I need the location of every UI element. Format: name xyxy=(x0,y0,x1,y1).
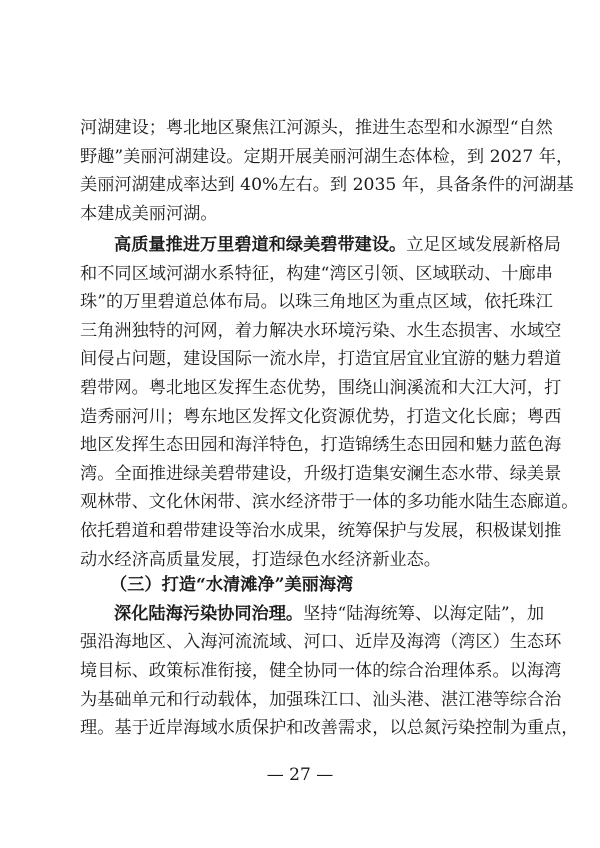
text-line: 强沿海地区、入海河流流域、河口、近岸及海湾（湾区）生态环 xyxy=(80,632,562,653)
text-line: 河湖建设；粤北地区聚焦江河源头，推进生态型和水源型“自然 xyxy=(80,118,553,138)
text-line: 三角洲独特的河网，着力解决水环境污染、水生态损害、水域空 xyxy=(80,320,562,341)
text-line: 野趣”美丽河湖建设。定期开展美丽河湖生态体检，到 2027 年， xyxy=(80,146,574,167)
paragraph-text: 坚持“陆海统筹、以海定陆”，加 xyxy=(303,603,545,624)
page-number: — 27 — xyxy=(266,765,334,785)
text-line: 依托碧道和碧带建设等治水成果，统筹保护与发展，积极谋划推 xyxy=(80,521,562,541)
paragraph-lead: 深化陆海污染协同治理。 xyxy=(114,603,304,624)
text-line: 本建成美丽河湖。 xyxy=(80,203,218,224)
text-line: 动水经济高质量发展，打造绿色水经济新业态。 xyxy=(80,549,441,570)
text-line xyxy=(114,230,561,260)
text-line: 为基础单元和行动载体，加强珠江口、汕头港、湛江港等综合治 xyxy=(80,689,562,710)
text-line: 境目标、政策标准衔接，健全协同一体的综合治理体系。以海湾 xyxy=(80,661,562,681)
paragraph-text: 立足区域发展新格局 xyxy=(406,235,561,255)
text-line: 地区发挥生态田园和海洋特色，打造锦绣生态田园和魅力蓝色海 xyxy=(80,435,562,456)
text-line: 和不同区域河湖水系特征，构建“湾区引领、区域联动、十廊串 xyxy=(80,263,553,284)
text-line: 珠”的万里碧道总体布局。以珠三角地区为重点区域，依托珠江 xyxy=(80,292,553,313)
text-line: 美丽河湖建成率达到 40%左右。到 2035 年，具备条件的河湖基 xyxy=(80,175,574,196)
text-line: 间侵占问题，建设国际一流水岸，打造宜居宜业宜游的魅力碧道 xyxy=(80,349,562,370)
text-line: 碧带网。粤北地区发挥生态优势，围绕山涧溪流和大江大河，打 xyxy=(80,378,562,398)
text-line xyxy=(114,599,545,629)
section-heading: （三）打造“水清滩净”美丽海湾 xyxy=(110,575,354,596)
paragraph-lead: 高质量推进万里碧道和绿美碧带建设。 xyxy=(114,235,407,255)
text-line: 理。基于近岸海域水质保护和改善需求，以总氮污染控制为重点， xyxy=(80,718,579,739)
text-line: 观林带、文化休闲带、滨水经济带于一体的多功能水陆生态廊道。 xyxy=(80,492,579,513)
text-line: 湾。全面推进绿美碧带建设，升级打造集安澜生态水带、绿美景 xyxy=(80,463,562,484)
text-line: 造秀丽河川；粤东地区发挥文化资源优势，打造文化长廊；粤西 xyxy=(80,406,562,427)
